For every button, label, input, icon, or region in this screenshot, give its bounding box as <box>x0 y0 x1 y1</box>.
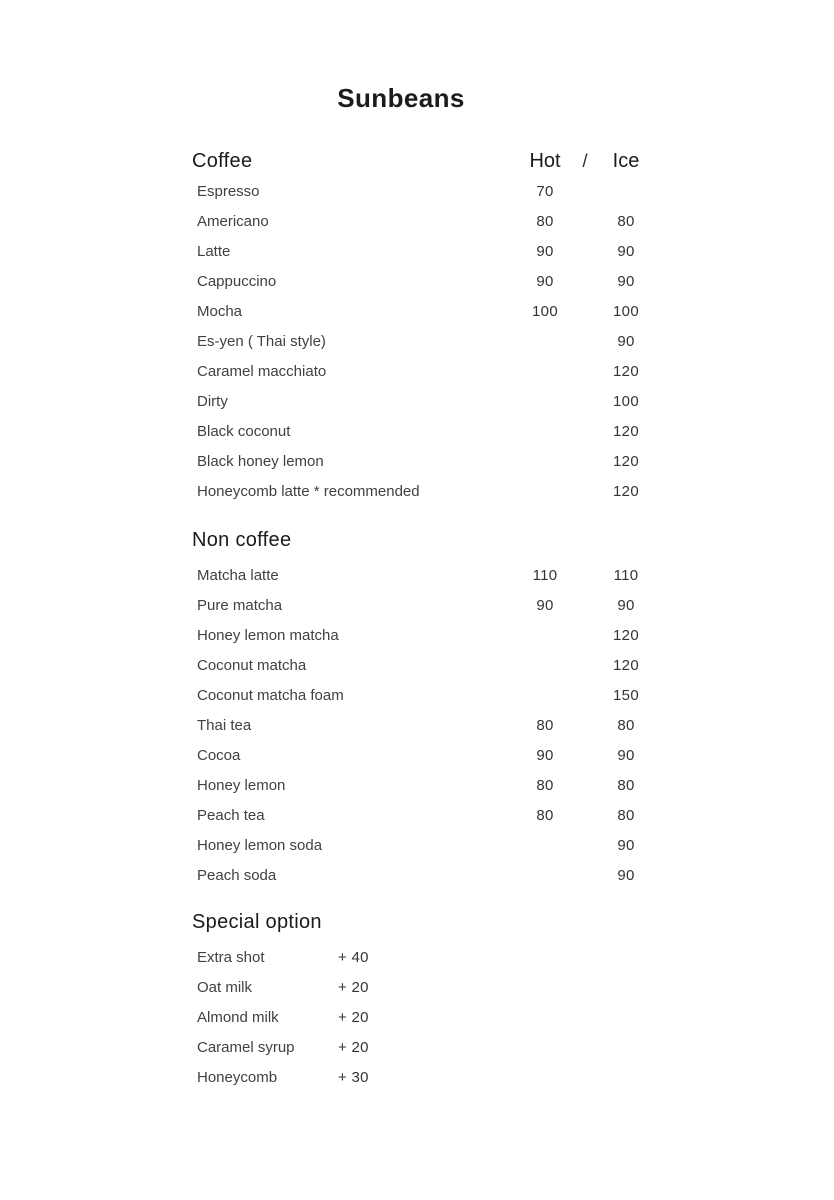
menu-item-label: Coconut matcha <box>197 656 307 674</box>
menu-item-row <box>192 830 658 860</box>
menu-item-hot-price: 80 <box>536 776 554 794</box>
non-coffee-section-header <box>192 525 658 555</box>
menu-item-hot-price: 90 <box>536 746 554 764</box>
option-item-price: + 20 <box>338 1008 369 1026</box>
menu-item-label: Black coconut <box>197 422 291 440</box>
menu-item-label: Peach tea <box>197 806 265 824</box>
menu-item-row <box>192 650 658 680</box>
menu-item-row <box>192 860 658 890</box>
option-item-label: Caramel syrup <box>197 1038 295 1056</box>
option-item-row <box>192 942 658 972</box>
menu-item-label: Pure matcha <box>197 596 283 614</box>
section-special-option <box>192 907 658 1092</box>
menu-item-hot-price: 80 <box>536 716 554 734</box>
menu-item-ice-price: 120 <box>613 422 639 440</box>
menu-item-row <box>192 476 658 506</box>
menu-item-label: Americano <box>197 212 269 230</box>
non-coffee-section-title: Non coffee <box>192 528 292 551</box>
menu-item-ice-price: 80 <box>617 806 635 824</box>
menu-item-ice-price: 120 <box>613 362 639 380</box>
option-item-price: + 20 <box>338 1038 369 1056</box>
option-item-row <box>192 972 658 1002</box>
menu-item-label: Peach soda <box>197 866 277 884</box>
option-item-price: + 30 <box>338 1068 369 1086</box>
menu-item-hot-price: 90 <box>536 242 554 260</box>
section-non-coffee <box>192 525 658 890</box>
menu-item-ice-price: 90 <box>617 866 635 884</box>
menu-item-row <box>192 590 658 620</box>
menu-item-label: Honeycomb latte * recommended <box>197 482 420 500</box>
menu-item-row <box>192 296 658 326</box>
menu-item-row <box>192 446 658 476</box>
menu-item-row <box>192 416 658 446</box>
non-coffee-item-list <box>192 560 658 890</box>
menu-item-label: Caramel macchiato <box>197 362 327 380</box>
menu-item-ice-price: 90 <box>617 746 635 764</box>
special-option-section-header <box>192 907 658 937</box>
menu-item-row <box>192 236 658 266</box>
coffee-section-header <box>192 146 658 176</box>
menu-item-hot-price: 80 <box>536 212 554 230</box>
menu-item-label: Thai tea <box>197 716 252 734</box>
menu-item-row <box>192 326 658 356</box>
menu-item-label: Es-yen ( Thai style) <box>197 332 326 350</box>
menu-item-row <box>192 560 658 590</box>
menu-item-label: Honey lemon <box>197 776 286 794</box>
menu-item-hot-price: 110 <box>532 566 558 584</box>
column-header-ice: Ice <box>612 149 640 172</box>
menu-item-row <box>192 176 658 206</box>
menu-item-ice-price: 90 <box>617 596 635 614</box>
menu-item-row <box>192 680 658 710</box>
menu-item-ice-price: 90 <box>617 836 635 854</box>
menu-item-ice-price: 90 <box>617 332 635 350</box>
menu-item-ice-price: 100 <box>613 392 639 410</box>
menu-item-ice-price: 120 <box>613 626 639 644</box>
column-header-hot: Hot <box>529 149 561 172</box>
option-item-price: + 40 <box>338 948 369 966</box>
menu-item-label: Espresso <box>197 182 260 200</box>
menu-item-label: Mocha <box>197 302 243 320</box>
menu-item-ice-price: 120 <box>613 656 639 674</box>
option-item-row <box>192 1062 658 1092</box>
option-item-label: Honeycomb <box>197 1068 278 1086</box>
menu-item-row <box>192 710 658 740</box>
menu-item-row <box>192 770 658 800</box>
menu-item-label: Matcha latte <box>197 566 279 584</box>
menu-item-label: Dirty <box>197 392 228 410</box>
menu-item-row <box>192 356 658 386</box>
special-option-item-list <box>192 942 658 1092</box>
menu-item-hot-price: 70 <box>536 182 554 200</box>
menu-item-hot-price: 100 <box>532 302 558 320</box>
section-coffee <box>192 146 658 506</box>
menu-item-label: Honey lemon soda <box>197 836 323 854</box>
menu-item-label: Honey lemon matcha <box>197 626 339 644</box>
menu-item-hot-price: 90 <box>536 272 554 290</box>
menu-item-ice-price: 120 <box>613 482 639 500</box>
option-item-row <box>192 1002 658 1032</box>
menu-item-label: Cocoa <box>197 746 241 764</box>
menu-item-label: Coconut matcha foam <box>197 686 344 704</box>
menu-item-ice-price: 110 <box>613 566 639 584</box>
option-item-price: + 20 <box>338 978 369 996</box>
menu-item-row <box>192 740 658 770</box>
menu-item-ice-price: 80 <box>617 716 635 734</box>
menu-item-ice-price: 90 <box>617 272 635 290</box>
menu-item-hot-price: 90 <box>536 596 554 614</box>
menu-item-label: Latte <box>197 242 231 260</box>
menu-item-row <box>192 206 658 236</box>
menu-item-ice-price: 80 <box>617 776 635 794</box>
menu-item-row <box>192 266 658 296</box>
option-item-row <box>192 1032 658 1062</box>
menu-item-ice-price: 90 <box>617 242 635 260</box>
menu-item-hot-price: 80 <box>536 806 554 824</box>
menu-item-label: Black honey lemon <box>197 452 324 470</box>
coffee-item-list <box>192 176 658 506</box>
coffee-section-title: Coffee <box>192 149 253 172</box>
option-item-label: Oat milk <box>197 978 253 996</box>
menu-item-ice-price: 120 <box>613 452 639 470</box>
column-separator-slash: / <box>582 150 588 171</box>
menu-item-row <box>192 800 658 830</box>
special-option-section-title: Special option <box>192 910 322 933</box>
menu-item-ice-price: 100 <box>613 302 639 320</box>
menu-item-row <box>192 386 658 416</box>
page-title: Sunbeans <box>337 83 465 114</box>
menu-item-label: Cappuccino <box>197 272 277 290</box>
menu-item-ice-price: 80 <box>617 212 635 230</box>
menu-item-ice-price: 150 <box>613 686 639 704</box>
menu-item-row <box>192 620 658 650</box>
option-item-label: Almond milk <box>197 1008 279 1026</box>
option-item-label: Extra shot <box>197 948 265 966</box>
